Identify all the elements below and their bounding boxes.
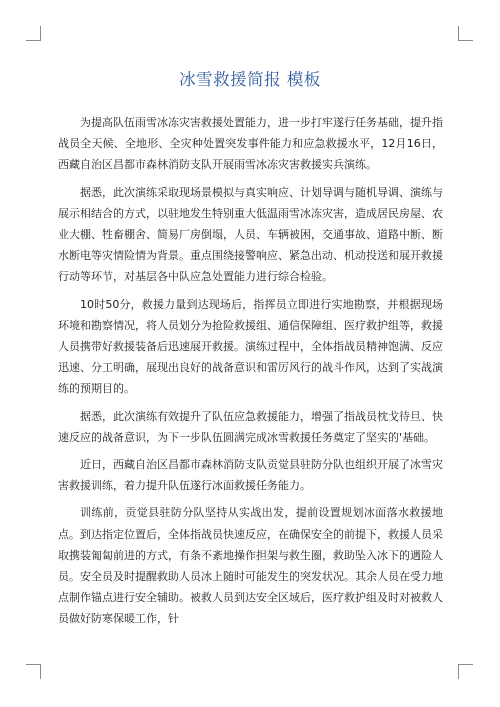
paragraph-3: 10时50分，救援力量到达现场后，指挥员立即进行实地勘察，并根据现场环境和勘察情况，将人员划分为抢险救援组、通信保障组、医疗救护组等，救援人员携带好救援装备后迅速展开救援。演练过程中，全体指战员精神饱满、反应迅速、分工明确，展现出良好的战备意识和雷厉风行的战斗作风，达到了实战演练的预期目的。: [58, 297, 443, 396]
crop-mark-bottom-left: [26, 664, 41, 679]
crop-mark-top-right: [458, 26, 473, 41]
paragraph-1: 为提高队伍雨雪冰冻灾害救援处置能力，进一步打牢遂行任务基础，提升指战员全天候、全地形、全灾种处置突发事件能力和应急救援水平，12月16日，西藏自治区昌都市森林消防支队开展雨雪冰冻灾害救援实兵演练。: [58, 116, 443, 172]
document-body: [58, 112, 443, 636]
paragraph-5: 近日，西藏自治区昌都市森林消防支队贡觉县驻防分队也组织开展了冰雪灾害救援训练，着力提升队伍遂行冰面救援任务能力。: [58, 458, 443, 493]
crop-mark-top-left: [26, 26, 41, 41]
paragraph-4: 据悉，此次演练有效提升了队伍应急救援能力，增强了指战员枕戈待旦、快速反应的战备意识，为下一步队伍圆满完成冰雪救援任务奠定了坚实的'基础。: [58, 409, 443, 444]
paragraph-6: 训练前，贡觉县驻防分队坚持从实战出发，提前设置规划冰面落水救援地点。到达指定位置后，全体指战员快速反应，在确保安全的前提下，救援人员采取携装匍匐前进的方式，有条不紊地操作担架与救生圈，救助坠入冰下的遇险人员。安全员及时提醒救助人员冰上随时可能发生的突发状况。其余人员在受力地点制作锚点进行安全辅助。被救人员到达安全区域后，医疗救护组及时对被救人员做好防寒保暖工作，针: [58, 506, 443, 626]
paragraph-2: 据悉，此次演练采取现场景模拟与真实响应、计划导调与随机导调、演练与展示相结合的方式，以驻地发生特别重大低温雨雪冰冻灾害，造成居民房屋、农业大棚、牲畜棚舍、简易厂房倒塌，人员、车辆被困，交通事故、道路中断、断水断电等灾情险情为背景。重点围绕接警响应、紧急出动、机动投送和展开救援行动等环节，对基层各中队应急处置能力进行综合检验。: [58, 185, 443, 284]
crop-mark-bottom-right: [458, 664, 473, 679]
document-title: 冰雪救援简报 模板: [179, 70, 321, 89]
